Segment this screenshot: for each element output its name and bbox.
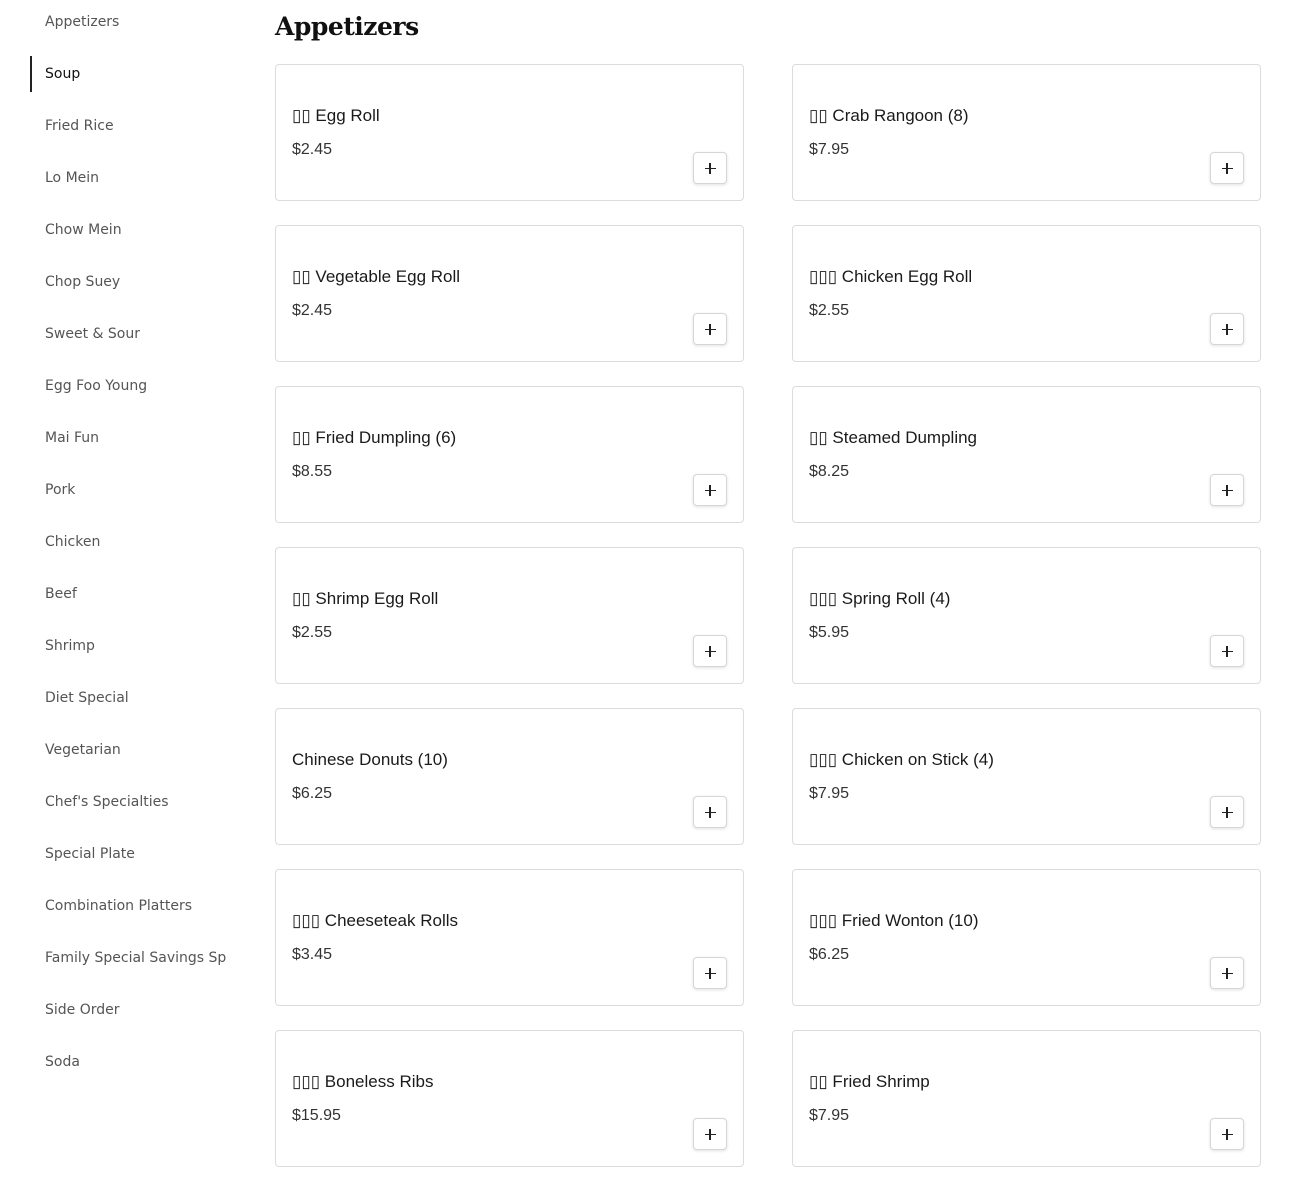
menu-item-price: $8.55 bbox=[292, 463, 333, 480]
add-to-cart-button[interactable] bbox=[693, 635, 727, 667]
menu-item-card[interactable] bbox=[792, 1030, 1261, 1167]
menu-item-card[interactable] bbox=[792, 869, 1261, 1006]
menu-item-card[interactable] bbox=[275, 547, 744, 684]
menu-item-name: ▯▯▯ Chicken on Stick (4) bbox=[809, 750, 994, 769]
sidebar-item-family-special-savings-sp[interactable]: Family Special Savings Sp bbox=[45, 950, 227, 966]
sidebar-item-egg-foo-young[interactable]: Egg Foo Young bbox=[45, 378, 148, 394]
plus-icon bbox=[705, 485, 716, 496]
menu-item-name: ▯▯ Steamed Dumpling bbox=[809, 428, 978, 447]
sidebar-item-chicken[interactable]: Chicken bbox=[45, 534, 101, 550]
sidebar-item-chop-suey[interactable]: Chop Suey bbox=[45, 274, 121, 290]
menu-item-name: ▯▯ Fried Dumpling (6) bbox=[292, 428, 457, 447]
sidebar-item-side-order[interactable]: Side Order bbox=[45, 1002, 120, 1018]
plus-icon bbox=[705, 807, 716, 818]
plus-icon bbox=[705, 968, 716, 979]
menu-item-name: ▯▯▯ Fried Wonton (10) bbox=[809, 911, 979, 930]
menu-item-name: ▯▯ Vegetable Egg Roll bbox=[292, 267, 461, 286]
menu-item-name: ▯▯ Crab Rangoon (8) bbox=[809, 106, 969, 125]
plus-icon bbox=[1222, 807, 1233, 818]
menu-item-name: Chinese Donuts (10) bbox=[292, 750, 448, 769]
menu-item-name: ▯▯ Fried Shrimp bbox=[809, 1072, 930, 1091]
sidebar-item-chow-mein[interactable]: Chow Mein bbox=[45, 222, 122, 238]
menu-item-name: ▯▯ Shrimp Egg Roll bbox=[292, 589, 439, 608]
add-to-cart-button[interactable] bbox=[693, 1118, 727, 1150]
sidebar-item-shrimp[interactable]: Shrimp bbox=[45, 638, 95, 654]
add-to-cart-button[interactable] bbox=[1210, 957, 1244, 989]
menu-item-price: $6.25 bbox=[809, 946, 850, 963]
menu-item-name: ▯▯▯ Boneless Ribs bbox=[292, 1072, 434, 1091]
menu-item-price: $7.95 bbox=[809, 141, 850, 158]
menu-item-card[interactable] bbox=[275, 869, 744, 1006]
plus-icon bbox=[1222, 485, 1233, 496]
menu-item-card[interactable] bbox=[792, 225, 1261, 362]
add-to-cart-button[interactable] bbox=[693, 152, 727, 184]
plus-icon bbox=[1222, 1129, 1233, 1140]
sidebar-item-fried-rice[interactable]: Fried Rice bbox=[45, 118, 114, 134]
add-to-cart-button[interactable] bbox=[693, 474, 727, 506]
plus-icon bbox=[705, 324, 716, 335]
menu-item-price: $7.95 bbox=[809, 1107, 850, 1124]
menu-item-name: ▯▯ Egg Roll bbox=[292, 106, 380, 125]
menu-item-name: ▯▯▯ Cheeseteak Rolls bbox=[292, 911, 459, 930]
menu-item-price: $2.45 bbox=[292, 141, 333, 158]
plus-icon bbox=[705, 163, 716, 174]
menu-item-price: $2.55 bbox=[809, 302, 850, 319]
menu-item-card[interactable] bbox=[792, 64, 1261, 201]
add-to-cart-button[interactable] bbox=[693, 796, 727, 828]
menu-item-card[interactable] bbox=[275, 386, 744, 523]
sidebar-item-chef-s-specialties[interactable]: Chef's Specialties bbox=[45, 794, 169, 810]
menu-item-name: ▯▯▯ Spring Roll (4) bbox=[809, 589, 951, 608]
menu-item-price: $15.95 bbox=[292, 1107, 341, 1124]
sidebar-item-appetizers[interactable]: Appetizers bbox=[45, 14, 120, 30]
plus-icon bbox=[1222, 163, 1233, 174]
sidebar-item-vegetarian[interactable]: Vegetarian bbox=[45, 742, 121, 758]
sidebar-item-soup[interactable]: Soup bbox=[30, 56, 245, 92]
add-to-cart-button[interactable] bbox=[1210, 796, 1244, 828]
sidebar-item-pork[interactable]: Pork bbox=[45, 482, 76, 498]
plus-icon bbox=[1222, 646, 1233, 657]
add-to-cart-button[interactable] bbox=[1210, 1118, 1244, 1150]
menu-item-price: $6.25 bbox=[292, 785, 333, 802]
menu-item-card[interactable] bbox=[275, 225, 744, 362]
menu-item-name: ▯▯▯ Chicken Egg Roll bbox=[809, 267, 973, 286]
sidebar-item-special-plate[interactable]: Special Plate bbox=[45, 846, 135, 862]
menu-item-card[interactable] bbox=[275, 64, 744, 201]
add-to-cart-button[interactable] bbox=[1210, 152, 1244, 184]
sidebar-item-lo-mein[interactable]: Lo Mein bbox=[45, 170, 100, 186]
plus-icon bbox=[1222, 324, 1233, 335]
menu-item-price: $8.25 bbox=[809, 463, 850, 480]
add-to-cart-button[interactable] bbox=[1210, 635, 1244, 667]
menu-item-card[interactable] bbox=[275, 708, 744, 845]
menu-item-card[interactable] bbox=[275, 1030, 744, 1167]
sidebar-item-beef[interactable]: Beef bbox=[45, 586, 77, 602]
sidebar-item-sweet-sour[interactable]: Sweet & Sour bbox=[45, 326, 140, 342]
add-to-cart-button[interactable] bbox=[693, 313, 727, 345]
menu-item-card[interactable] bbox=[792, 708, 1261, 845]
add-to-cart-button[interactable] bbox=[1210, 474, 1244, 506]
menu-item-price: $2.45 bbox=[292, 302, 333, 319]
add-to-cart-button[interactable] bbox=[1210, 313, 1244, 345]
sidebar-item-diet-special[interactable]: Diet Special bbox=[45, 690, 129, 706]
add-to-cart-button[interactable] bbox=[693, 957, 727, 989]
menu-item-card[interactable] bbox=[792, 386, 1261, 523]
section-title: Appetizers bbox=[275, 12, 419, 41]
menu-item-price: $3.45 bbox=[292, 946, 333, 963]
sidebar-item-mai-fun[interactable]: Mai Fun bbox=[45, 430, 100, 446]
menu-item-price: $5.95 bbox=[809, 624, 850, 641]
plus-icon bbox=[705, 646, 716, 657]
menu-item-card[interactable] bbox=[792, 547, 1261, 684]
sidebar-item-combination-platters[interactable]: Combination Platters bbox=[45, 898, 193, 914]
menu-item-price: $2.55 bbox=[292, 624, 333, 641]
menu-item-price: $7.95 bbox=[809, 785, 850, 802]
sidebar-item-soda[interactable]: Soda bbox=[45, 1054, 80, 1070]
plus-icon bbox=[1222, 968, 1233, 979]
plus-icon bbox=[705, 1129, 716, 1140]
